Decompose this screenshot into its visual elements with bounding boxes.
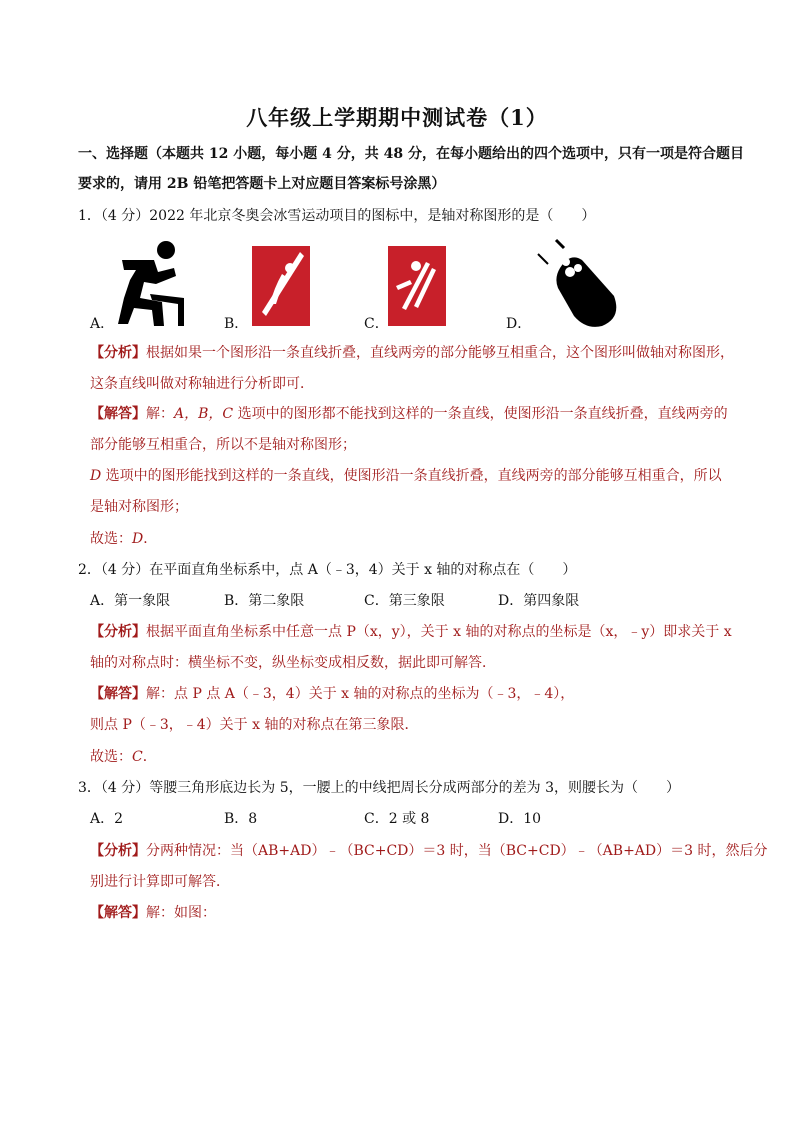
page-title: 八年级上学期期中测试卷（1）	[246, 105, 548, 130]
option-b-ski-icon	[252, 246, 310, 326]
option-d-bobsleigh-icon	[530, 238, 620, 330]
q3-option-c: C．2 或 8	[364, 811, 430, 827]
q3-analysis-line1	[90, 841, 768, 861]
q3-stem: 3．（4 分）等腰三角形底边长为 5，一腰上的中线把周长分成两部分的差为 3，则腰长为（ ）	[78, 780, 680, 796]
q1-analysis-line2: 这条直线叫做对称轴进行分析即可．	[90, 376, 314, 392]
q2-option-c: C．第三象限	[364, 593, 445, 609]
q2-answer-line2: 则点 P（﹣3，﹣4）关于 x 轴的对称点在第三象限．	[90, 717, 419, 733]
q1-choose-letter: D	[132, 531, 144, 547]
q2-choose-letter: C	[132, 749, 143, 765]
q1-answer-text1b: A，B，C	[174, 406, 234, 422]
q3-option-b: B．8	[224, 811, 258, 827]
q3-analysis-tag: 【分析】	[90, 843, 146, 859]
q1-answer-tag: 【解答】	[90, 406, 146, 422]
q1-choose-label: 故选：	[90, 531, 132, 547]
q1-option-c: C．	[364, 316, 389, 332]
q3-option-d: D．10	[498, 811, 542, 827]
q2-option-d: D．第四象限	[498, 593, 580, 609]
q1-answer-line2: 部分能够互相重合，所以不是轴对称图形；	[90, 437, 356, 453]
section-heading-line1: 一、选择题（本题共 12 小题，每小题 4 分，共 48 分，在每小题给出的四个选项中，只有一项是符合题目	[78, 146, 744, 162]
q3-analysis-text1: 分两种情况：当（AB+AD）﹣（BC+CD）＝3 时，当（BC+CD）﹣（AB+AD）＝3 时，然后分	[146, 843, 768, 859]
option-a-skater-icon	[114, 238, 188, 328]
q3-answer-line1	[90, 903, 216, 923]
q2-choose-end: ．	[142, 749, 157, 765]
q2-choose-label: 故选：	[90, 749, 132, 765]
q3-answer-tag: 【解答】	[90, 905, 146, 921]
q3-option-a: A．2	[90, 811, 124, 827]
q1-option-b: B．	[224, 316, 249, 332]
q1-answer-line4: 是轴对称图形；	[90, 499, 188, 515]
q2-analysis-tag: 【分析】	[90, 624, 146, 640]
q1-answer-text1c: 选项中的图形都不能找到这样的一条直线，使图形沿一条直线折叠，直线两旁的	[233, 406, 728, 422]
q1-choose-end: ．	[143, 531, 158, 547]
q2-answer-tag: 【解答】	[90, 686, 146, 702]
q1-option-a: A．	[90, 316, 115, 332]
q3-answer-text1: 解：如图：	[146, 905, 216, 921]
q2-analysis-line2: 轴的对称点时：横坐标不变，纵坐标变成相反数，据此即可解答．	[90, 655, 496, 671]
q2-analysis-text1: 根据平面直角坐标系中任意一点 P（x，y），关于 x 轴的对称点的坐标是（x，﹣y）即求关于 x	[146, 624, 732, 640]
q2-choose	[90, 747, 157, 767]
q1-option-d: D．	[506, 316, 532, 332]
q1-answer-text1a: 解：	[146, 406, 174, 422]
option-c-ski-icon	[388, 246, 446, 326]
q2-analysis-line1	[90, 622, 732, 642]
q2-option-a: A．第一象限	[90, 593, 171, 609]
section-heading-line2: 要求的，请用 2B 铅笔把答题卡上对应题目答案标号涂黑）	[78, 176, 446, 192]
q2-stem: 2．（4 分）在平面直角坐标系中，点 A（﹣3，4）关于 x 轴的对称点在（ ）	[78, 562, 577, 578]
q1-analysis-tag: 【分析】	[90, 345, 146, 361]
q1-answer-text3a: D	[90, 468, 102, 484]
q3-analysis-line2: 别进行计算即可解答．	[90, 874, 230, 890]
q1-answer-text3b: 选项中的图形能找到这样的一条直线，使图形沿一条直线折叠，直线两旁的部分能够互相重合，所以	[101, 468, 722, 484]
q1-answer-line3	[90, 466, 722, 486]
q1-answer-line1	[90, 404, 728, 424]
q1-choose	[90, 529, 157, 549]
q2-answer-text1: 解：点 P 点 A（﹣3，4）关于 x 轴的对称点的坐标为（﹣3，﹣4），	[146, 686, 575, 702]
q1-analysis-line1	[90, 343, 734, 363]
q1-stem: 1．（4 分）2022 年北京冬奥会冰雪运动项目的图标中，是轴对称图形的是（ ）	[78, 208, 596, 224]
q2-answer-line1	[90, 684, 574, 704]
q1-analysis-text1: 根据如果一个图形沿一条直线折叠，直线两旁的部分能够互相重合，这个图形叫做轴对称图形，	[146, 345, 734, 361]
q2-option-b: B．第二象限	[224, 593, 305, 609]
